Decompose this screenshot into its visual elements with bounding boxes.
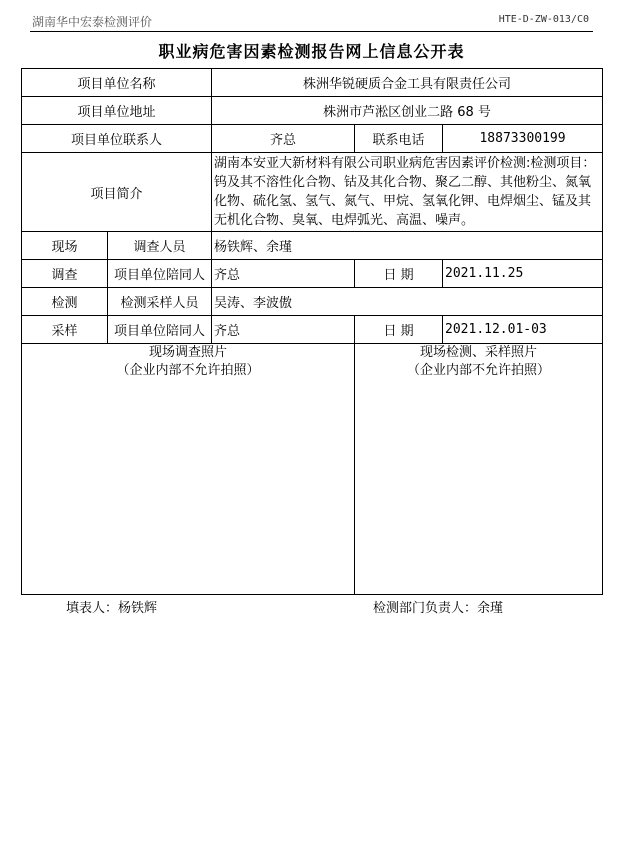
survey-group-label-2: 调查 bbox=[22, 260, 108, 288]
survey-photo-title: 现场调查照片 bbox=[149, 345, 228, 360]
survey-escort-value: 齐总 bbox=[212, 260, 355, 288]
row-survey-investigators bbox=[22, 232, 603, 260]
sampling-photo-title: 现场检测、采样照片 bbox=[420, 345, 538, 360]
sampling-group-label-2: 采样 bbox=[22, 316, 108, 344]
samplers-value: 吴涛、李波傲 bbox=[212, 288, 603, 316]
row-photos bbox=[22, 344, 603, 595]
info-table bbox=[21, 68, 603, 595]
manager-signature: 检测部门负责人：余瑾 bbox=[373, 601, 504, 616]
contact-label: 项目单位联系人 bbox=[22, 125, 212, 153]
phone-value: 18873300199 bbox=[443, 125, 603, 153]
row-summary bbox=[22, 153, 603, 232]
sampling-escort-label: 项目单位陪同人 bbox=[108, 316, 212, 344]
header-org: 湖南华中宏泰检测评价 bbox=[32, 15, 153, 29]
filler-signature: 填表人：杨铁辉 bbox=[66, 601, 158, 616]
contact-value: 齐总 bbox=[212, 125, 355, 153]
row-sampling-escort bbox=[22, 316, 603, 344]
unit-name-label: 项目单位名称 bbox=[22, 69, 212, 97]
samplers-label: 检测采样人员 bbox=[108, 288, 212, 316]
survey-group-label-1: 现场 bbox=[22, 232, 108, 260]
sampling-group-label-1: 检测 bbox=[22, 288, 108, 316]
sampling-escort-value: 齐总 bbox=[212, 316, 355, 344]
row-address bbox=[22, 97, 603, 125]
page-title: 职业病危害因素检测报告网上信息公开表 bbox=[158, 42, 465, 61]
page-header bbox=[30, 10, 593, 32]
investigators-label: 调查人员 bbox=[108, 232, 212, 260]
row-unit-name bbox=[22, 69, 603, 97]
sampling-photo-area bbox=[355, 344, 603, 595]
summary-value: 湖南本安亚大新材料有限公司职业病危害因素评价检测:检测项目：钨及其不溶性化合物、钴及其化合物、聚乙二醇、其他粉尘、氮氧化物、硫化氢、氢气、氮气、甲烷、氢氧化钾、电焊烟尘、锰及其无机化合物、臭氧、电焊弧光、高温、噪声。 bbox=[212, 153, 603, 232]
header-doc-code: HTE-D-ZW-013/C0 bbox=[498, 14, 589, 25]
row-contact bbox=[22, 125, 603, 153]
investigators-value: 杨铁辉、余瑾 bbox=[212, 232, 603, 260]
phone-label: 联系电话 bbox=[355, 125, 443, 153]
sampling-date-value: 2021.12.01-03 bbox=[443, 316, 603, 344]
row-sampling-staff bbox=[22, 288, 603, 316]
unit-name-value: 株洲华锐硬质合金工具有限责任公司 bbox=[212, 69, 603, 97]
survey-date-value: 2021.11.25 bbox=[443, 260, 603, 288]
survey-escort-label: 项目单位陪同人 bbox=[108, 260, 212, 288]
survey-photo-note: （企业内部不允许拍照） bbox=[116, 363, 260, 378]
survey-date-label: 日 期 bbox=[355, 260, 443, 288]
survey-photo-area bbox=[22, 344, 355, 595]
sampling-photo-note: （企业内部不允许拍照） bbox=[407, 363, 551, 378]
sampling-date-label: 日 期 bbox=[355, 316, 443, 344]
summary-label: 项目简介 bbox=[22, 153, 212, 232]
address-label: 项目单位地址 bbox=[22, 97, 212, 125]
address-value: 株洲市芦淞区创业二路 68 号 bbox=[212, 97, 603, 125]
row-survey-escort bbox=[22, 260, 603, 288]
